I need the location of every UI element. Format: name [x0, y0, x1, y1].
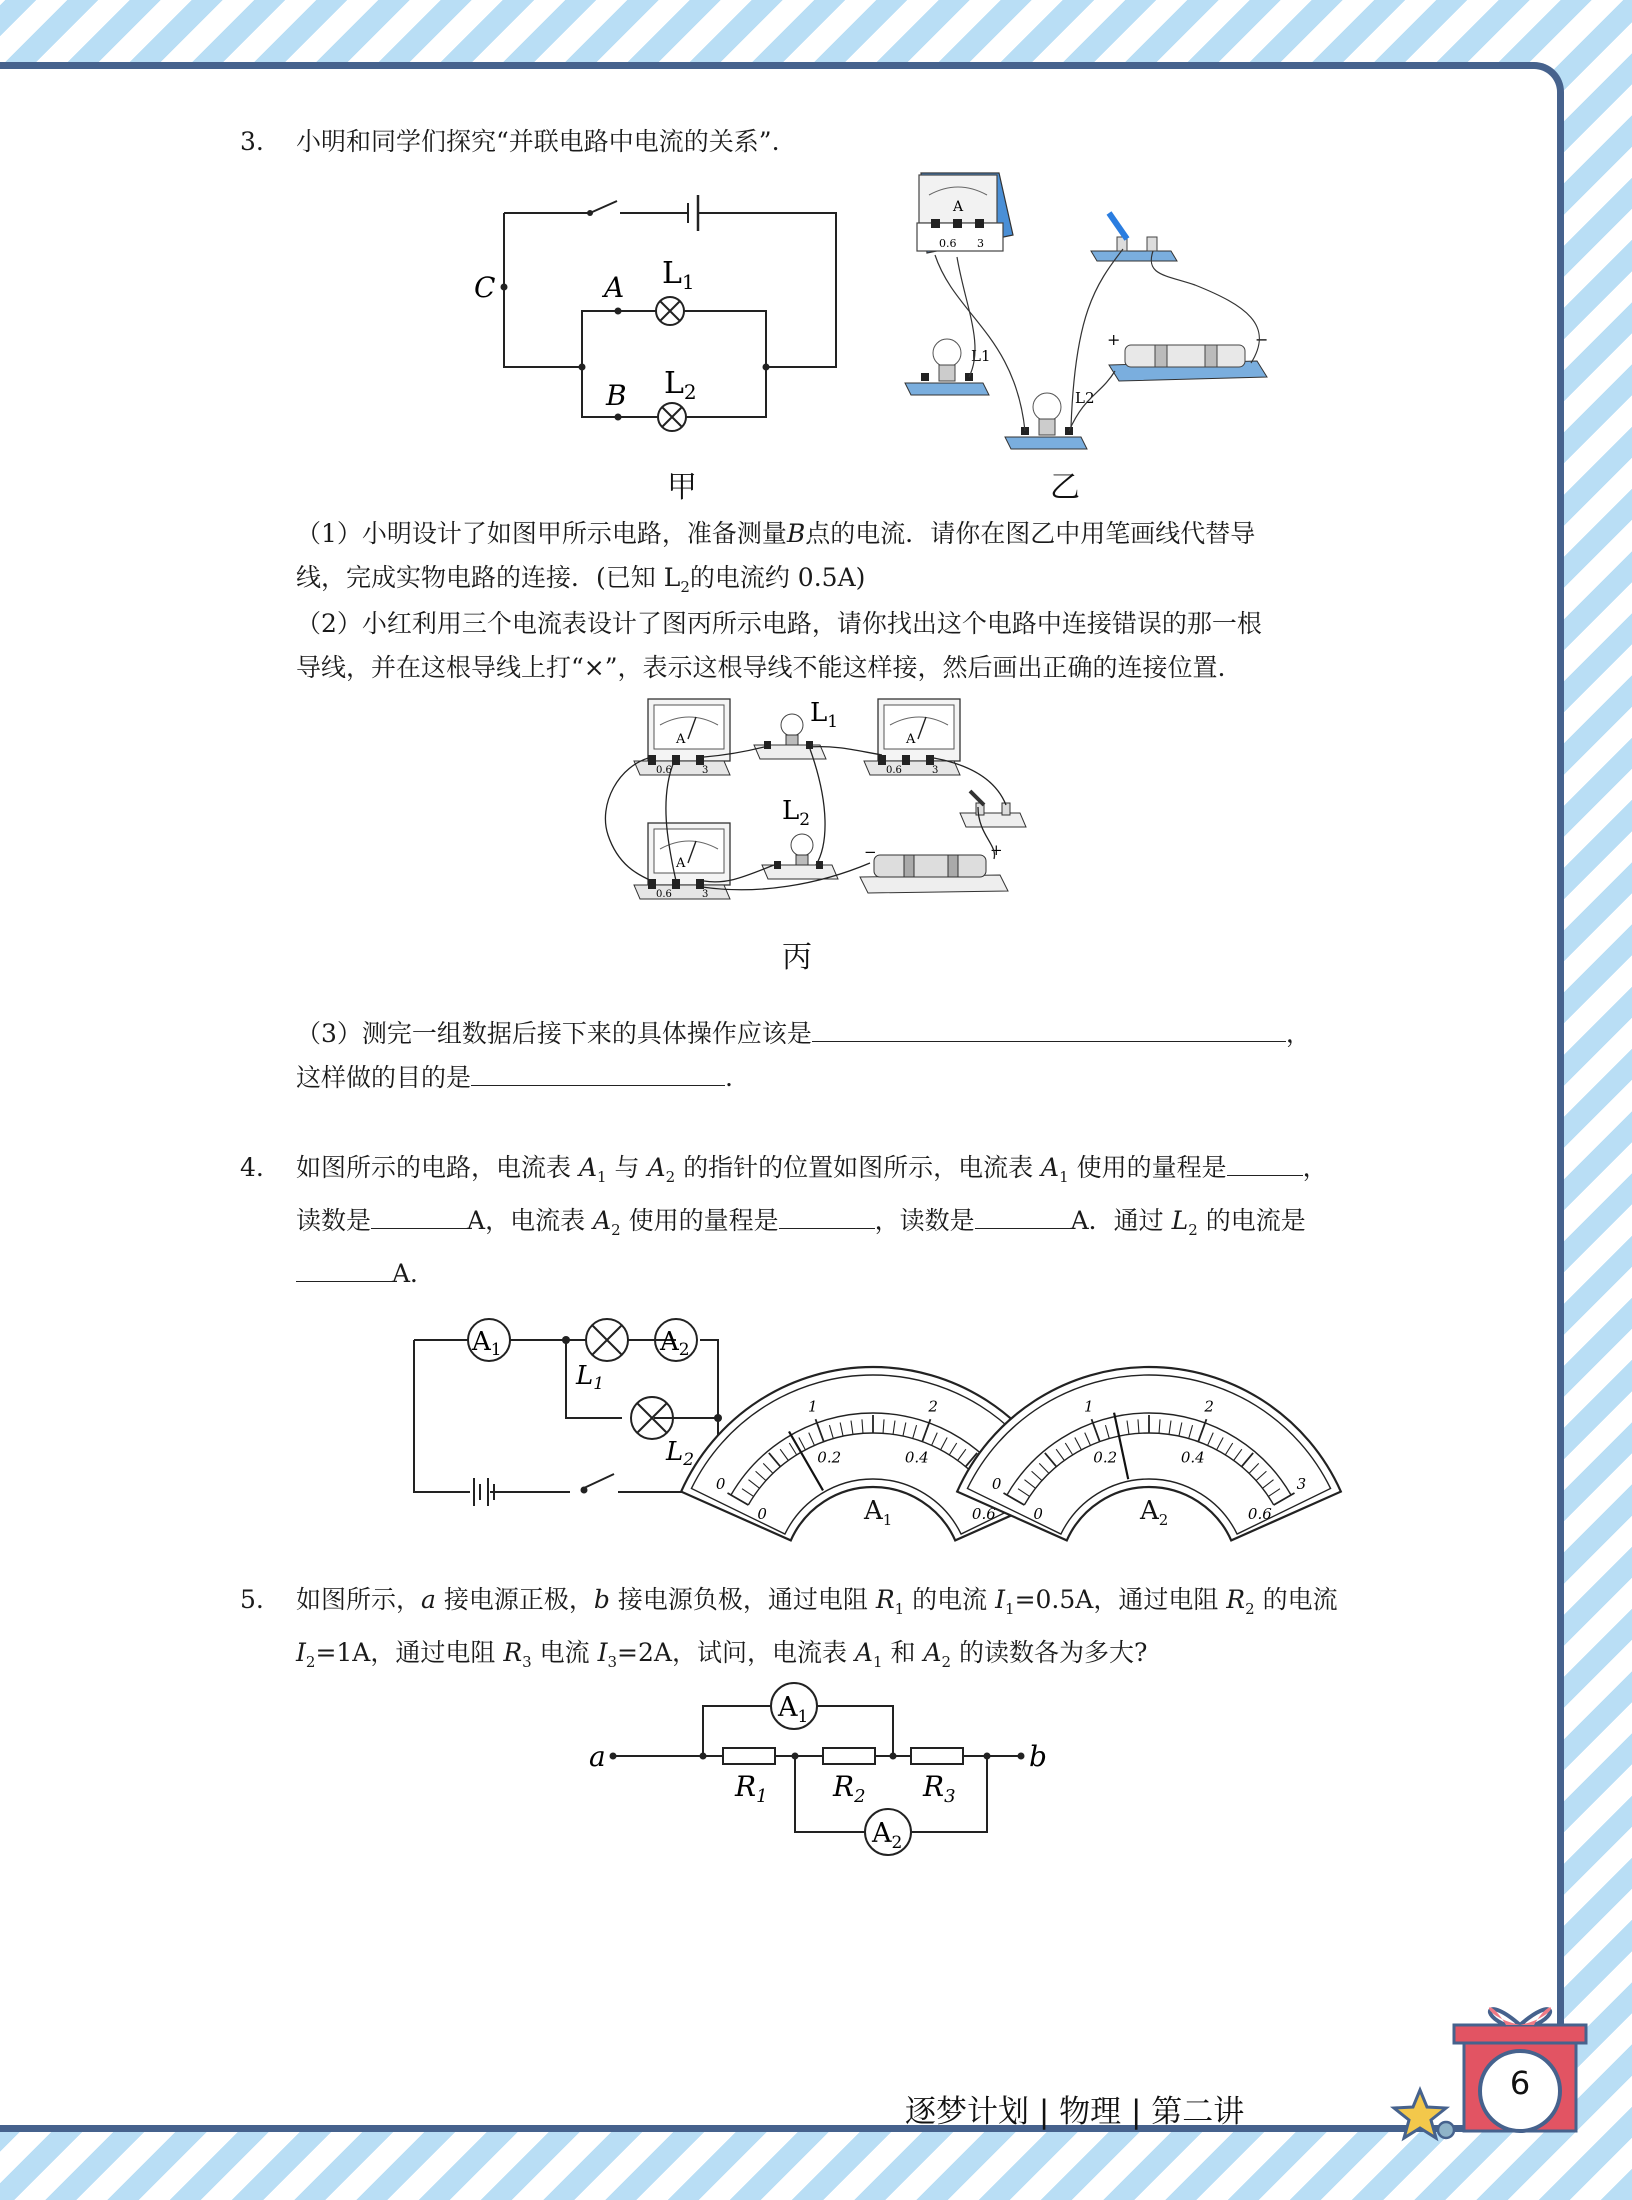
scale-label-bottom: 0.4: [1180, 1448, 1205, 1467]
scale-label-bottom: 0: [1033, 1505, 1043, 1523]
ammeter-top-left: [634, 699, 730, 776]
scale-label-bottom: 0.4: [904, 1448, 929, 1467]
answer-blank[interactable]: [296, 1253, 392, 1282]
label-R3: $R_3$: [923, 1770, 956, 1807]
svg-text:−: −: [1255, 330, 1269, 349]
caption-A1: $A_1$: [864, 1496, 893, 1530]
svg-text:−: −: [864, 843, 877, 861]
scale-label-bottom: 0.2: [817, 1448, 842, 1467]
answer-blank[interactable]: [812, 1013, 1286, 1042]
label-L1: L1: [576, 1361, 605, 1394]
svg-text:0.6: 0.6: [886, 765, 902, 776]
q5-circuit: [585, 1682, 1055, 1862]
svg-text:L2: $L_2$: [782, 796, 811, 830]
answer-blank[interactable]: [1227, 1147, 1303, 1176]
switch: [960, 791, 1026, 827]
footer-title: 逐梦计划 | 物理 | 第二讲: [905, 2094, 1245, 2130]
scale-label-top: 1: [1084, 1397, 1094, 1416]
q4-circuit: [410, 1318, 730, 1500]
q3-number: 3.: [240, 127, 264, 156]
q3-part1: （1）小明设计了如图甲所示电路，准备测量B点的电流．请你在图乙中用笔画线代替导 线，完成实物电路的连接．(已知 $L_2$的电流约 0.5A): [296, 519, 1256, 596]
scale-label-top: 2: [928, 1397, 938, 1416]
caption-yi: 乙: [1050, 470, 1080, 505]
figure-jia-circuit: [470, 165, 850, 435]
label-B: B: [606, 379, 627, 412]
svg-text:0.6: 0.6: [656, 889, 672, 900]
switch: [1091, 213, 1177, 261]
caption-A2: $A_2$: [1140, 1496, 1169, 1530]
scale-label-bottom: 0.2: [1093, 1448, 1118, 1467]
q3-part2: （2）小红利用三个电流表设计了图丙所示电路，请你找出这个电路中连接错误的那一根 导线，并在这根导线上打“×”，表示这根导线不能这样接，然后画出正确的连接位置.: [296, 609, 1262, 682]
svg-text:0.6: 0.6: [939, 237, 957, 250]
q4-number: 4.: [240, 1153, 264, 1182]
svg-text:3: 3: [932, 765, 939, 776]
answer-blank[interactable]: [779, 1200, 875, 1229]
answer-blank[interactable]: [975, 1200, 1071, 1229]
bulb-L2: [762, 796, 838, 879]
scale-label-top: 2: [1204, 1397, 1214, 1416]
scale-label-top: 1: [808, 1397, 818, 1416]
label-A: A: [604, 271, 625, 304]
label-A1: A1: [472, 1327, 502, 1360]
q3-part3: （3）测完一组数据后接下来的具体操作应该是 ， 这样做的目的是 .: [296, 1012, 1311, 1100]
svg-text:0.6: 0.6: [656, 765, 672, 776]
label-A2: A2: [660, 1327, 690, 1360]
svg-text:A: A: [676, 856, 686, 871]
terminal-a: a: [589, 1740, 606, 1773]
answer-blank[interactable]: [371, 1200, 467, 1229]
caption-jia: 甲: [667, 470, 697, 505]
page-number: 6: [1509, 2064, 1531, 2102]
svg-text:A: A: [906, 732, 916, 747]
scale-label-top: 0: [715, 1475, 726, 1493]
scale-label-bottom: 0.6: [1247, 1505, 1272, 1523]
gift-box-icon: [1446, 1985, 1596, 2135]
svg-text:+: +: [990, 841, 1003, 859]
bulb-L1: [754, 698, 838, 759]
bulb-L1: [905, 339, 991, 395]
label-R1: $R_1$: [735, 1770, 768, 1807]
label-A1: $A_1$: [778, 1692, 809, 1727]
q3-title: 小明和同学们探究“并联电路中电流的关系”.: [296, 127, 780, 156]
ammeter: [917, 173, 1013, 253]
label-R2: $R_2$: [833, 1770, 866, 1807]
battery: [860, 841, 1008, 893]
scale-label-bottom: 0: [757, 1505, 767, 1523]
svg-text:A: A: [676, 732, 686, 747]
star-icon: [1392, 2086, 1452, 2146]
caption-bing: 丙: [782, 940, 812, 975]
q5-number: 5.: [240, 1585, 264, 1614]
scale-label-bottom: 0.6: [971, 1505, 996, 1523]
svg-text:3: 3: [702, 889, 709, 900]
label-A2: $A_2$: [872, 1818, 903, 1853]
label-L2: $L_2$: [664, 366, 697, 404]
svg-text:A: A: [953, 199, 964, 215]
label-L2: L2: [666, 1437, 695, 1470]
answer-blank[interactable]: [471, 1057, 725, 1086]
terminal-b: b: [1029, 1740, 1047, 1773]
q5-text: 如图所示，a 接电源正极，b 接电源负极，通过电阻 $R_1$ 的电流 $I_1=0.5A$，通过电阻 $R_2$ 的电流 $I_2=1A$，通过电阻 $R_3$ 电流 $I_3=2A$，试问，电流表 $A_1$ 和 $A_2$ 的读数各为多大?: [296, 1585, 1338, 1671]
scale-label-top: 0: [991, 1475, 1002, 1493]
ammeter-top-right: [864, 699, 960, 776]
svg-text:3: 3: [702, 765, 709, 776]
scale-label-top: 3: [1296, 1475, 1307, 1493]
battery: [1107, 330, 1268, 381]
label-L1: $L_1$: [662, 256, 695, 294]
figure-bing-apparatus: [598, 695, 1038, 910]
label-C: C: [474, 271, 496, 304]
q4-text: 如图所示的电路，电流表 $A_1$ 与 $A_2$ 的指针的位置如图所示，电流表 $A_1$ 使用的量程是 ， 读数是 A，电流表 $A_2$ 使用的量程是 ，读数是 A．通过 $L_2$ 的电流是 A．: [296, 1146, 1328, 1296]
svg-text:3: 3: [977, 237, 984, 250]
svg-text:L2: L2: [1075, 389, 1095, 407]
svg-text:L1: $L_1$: [810, 698, 839, 732]
figure-yi-apparatus: [895, 165, 1285, 455]
svg-text:+: +: [1107, 330, 1121, 349]
svg-text:L1: L1: [971, 347, 991, 365]
